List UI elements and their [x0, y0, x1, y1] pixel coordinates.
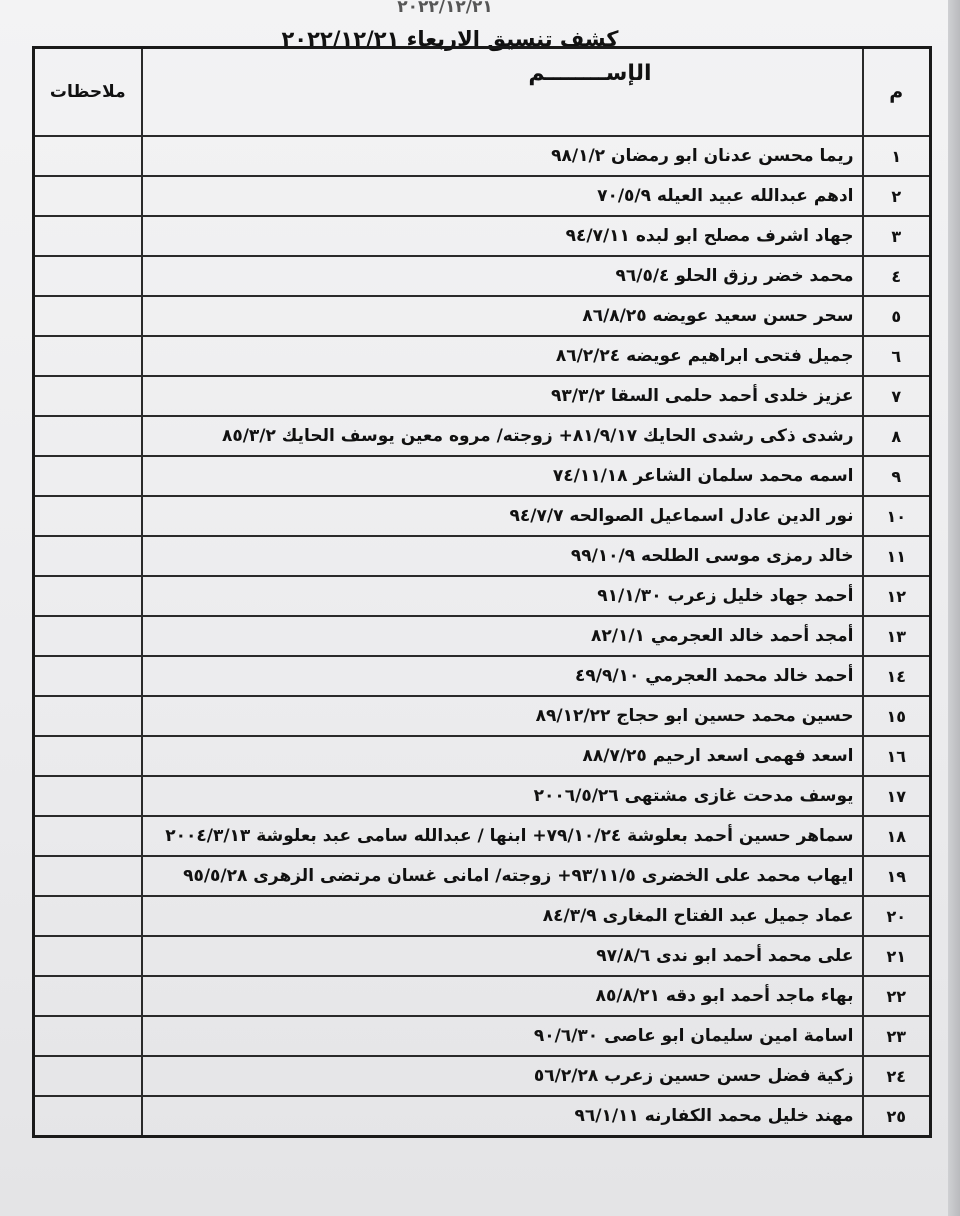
row-notes: [34, 456, 142, 496]
row-notes: [34, 416, 142, 456]
row-notes: [34, 576, 142, 616]
row-name: ريما محسن عدنان ابو رمضان ٩٨/١/٢: [142, 136, 863, 176]
table-row: [34, 696, 931, 736]
table-row: [34, 1016, 931, 1056]
table-row: [34, 376, 931, 416]
row-index: ٢: [863, 176, 931, 216]
row-name: خالد رمزى موسى الطلحه ٩٩/١٠/٩: [142, 536, 863, 576]
row-notes: [34, 976, 142, 1016]
row-index: ١٨: [863, 816, 931, 856]
row-index: ٧: [863, 376, 931, 416]
table-row: [34, 816, 931, 856]
table-row: [34, 896, 931, 936]
table-row: [34, 336, 931, 376]
row-name: حسين محمد حسين ابو حجاج ٨٩/١٢/٢٢: [142, 696, 863, 736]
row-index: ٢٣: [863, 1016, 931, 1056]
table-row: [34, 976, 931, 1016]
paper-edge: [948, 0, 960, 1216]
row-name: أمجد أحمد خالد العجرمي ٨٢/١/١: [142, 616, 863, 656]
row-notes: [34, 696, 142, 736]
row-index: ٣: [863, 216, 931, 256]
row-name: اسمه محمد سلمان الشاعر ٧٤/١١/١٨: [142, 456, 863, 496]
row-index: ١٦: [863, 736, 931, 776]
row-index: ١٢: [863, 576, 931, 616]
cut-off-header-date: ٢٠٢٢/١٢/٢١: [397, 0, 493, 17]
row-name: بهاء ماجد أحمد ابو دقه ٨٥/٨/٢١: [142, 976, 863, 1016]
table-row: [34, 776, 931, 816]
table-row: [34, 256, 931, 296]
row-notes: [34, 256, 142, 296]
row-notes: [34, 936, 142, 976]
row-notes: [34, 1016, 142, 1056]
row-name: جميل فتحى ابراهيم عويضه ٨٦/٢/٢٤: [142, 336, 863, 376]
row-notes: [34, 1096, 142, 1137]
table-row: [34, 296, 931, 336]
row-index: ٤: [863, 256, 931, 296]
row-index: ١٥: [863, 696, 931, 736]
row-notes: [34, 336, 142, 376]
row-name: عماد جميل عبد الفتاح المغارى ٨٤/٣/٩: [142, 896, 863, 936]
row-name: ايهاب محمد على الخضرى ٩٣/١١/٥+ زوجته/ امانى غسان مرتضى الزهرى ٩٥/٥/٢٨: [142, 856, 863, 896]
row-notes: [34, 376, 142, 416]
row-index: ١٧: [863, 776, 931, 816]
row-notes: [34, 536, 142, 576]
row-index: ٢٠: [863, 896, 931, 936]
row-index: ١: [863, 136, 931, 176]
table-row: [34, 1096, 931, 1137]
document-title: كشف تنسيق الاربعاء ٢٠٢٢/١٢/٢١: [281, 27, 619, 51]
table-row: [34, 936, 931, 976]
row-index: ٦: [863, 336, 931, 376]
row-index: ٢٥: [863, 1096, 931, 1137]
row-notes: [34, 496, 142, 536]
row-index: ٢١: [863, 936, 931, 976]
row-index: ٨: [863, 416, 931, 456]
row-name: مهند خليل محمد الكفارنه ٩٦/١/١١: [142, 1096, 863, 1137]
row-index: ١٣: [863, 616, 931, 656]
row-notes: [34, 896, 142, 936]
row-name: اسامة امين سليمان ابو عاصى ٩٠/٦/٣٠: [142, 1016, 863, 1056]
row-notes: [34, 656, 142, 696]
row-name: سماهر حسين أحمد بعلوشة ٧٩/١٠/٢٤+ ابنها / عبدالله سامى عبد بعلوشة ٢٠٠٤/٣/١٣: [142, 816, 863, 856]
row-notes: [34, 296, 142, 336]
row-name: محمد خضر رزق الحلو ٩٦/٥/٤: [142, 256, 863, 296]
row-notes: [34, 1056, 142, 1096]
table-row: [34, 416, 931, 456]
row-notes: [34, 736, 142, 776]
row-name: سحر حسن سعيد عويضه ٨٦/٨/٢٥: [142, 296, 863, 336]
row-name: على محمد أحمد ابو ندى ٩٧/٨/٦: [142, 936, 863, 976]
row-notes: [34, 816, 142, 856]
row-index: ٢٤: [863, 1056, 931, 1096]
table-row: [34, 536, 931, 576]
table-row: [34, 1056, 931, 1096]
table-row: [34, 136, 931, 176]
schedule-table: [32, 46, 932, 1138]
table-row: [34, 456, 931, 496]
row-name: يوسف مدحت غازى مشتهى ٢٠٠٦/٥/٢٦: [142, 776, 863, 816]
table-row: [34, 576, 931, 616]
row-index: ١٤: [863, 656, 931, 696]
row-index: ١٩: [863, 856, 931, 896]
column-header-name: الإســــــــم: [142, 48, 863, 137]
row-index: ٥: [863, 296, 931, 336]
table-header-row: [34, 48, 931, 137]
row-name: أحمد خالد محمد العجرمي ٤٩/٩/١٠: [142, 656, 863, 696]
column-header-notes: ملاحظات: [34, 48, 142, 137]
row-name: رشدى ذكى رشدى الحايك ٨١/٩/١٧+ زوجته/ مروه معين يوسف الحايك ٨٥/٣/٢: [142, 416, 863, 456]
row-name: نور الدين عادل اسماعيل الصوالحه ٩٤/٧/٧: [142, 496, 863, 536]
row-notes: [34, 616, 142, 656]
row-name: عزيز خلدى أحمد حلمى السقا ٩٣/٣/٢: [142, 376, 863, 416]
table-row: [34, 496, 931, 536]
row-index: ١٠: [863, 496, 931, 536]
table-body: [34, 136, 931, 1137]
row-index: ١١: [863, 536, 931, 576]
row-notes: [34, 776, 142, 816]
row-name: جهاد اشرف مصلح ابو لبده ٩٤/٧/١١: [142, 216, 863, 256]
table-row: [34, 216, 931, 256]
row-name: ادهم عبدالله عبيد العيله ٧٠/٥/٩: [142, 176, 863, 216]
table-row: [34, 856, 931, 896]
table-row: [34, 176, 931, 216]
row-name: اسعد فهمى اسعد ارحيم ٨٨/٧/٢٥: [142, 736, 863, 776]
row-name: زكية فضل حسن حسين زعرب ٥٦/٢/٢٨: [142, 1056, 863, 1096]
row-name: أحمد جهاد خليل زعرب ٩١/١/٣٠: [142, 576, 863, 616]
row-notes: [34, 216, 142, 256]
schedule-table-wrapper: [32, 46, 932, 1126]
table-row: [34, 616, 931, 656]
table-row: [34, 656, 931, 696]
column-header-index: م: [863, 48, 931, 137]
table-row: [34, 736, 931, 776]
row-index: ٢٢: [863, 976, 931, 1016]
row-notes: [34, 856, 142, 896]
row-index: ٩: [863, 456, 931, 496]
row-notes: [34, 176, 142, 216]
row-notes: [34, 136, 142, 176]
